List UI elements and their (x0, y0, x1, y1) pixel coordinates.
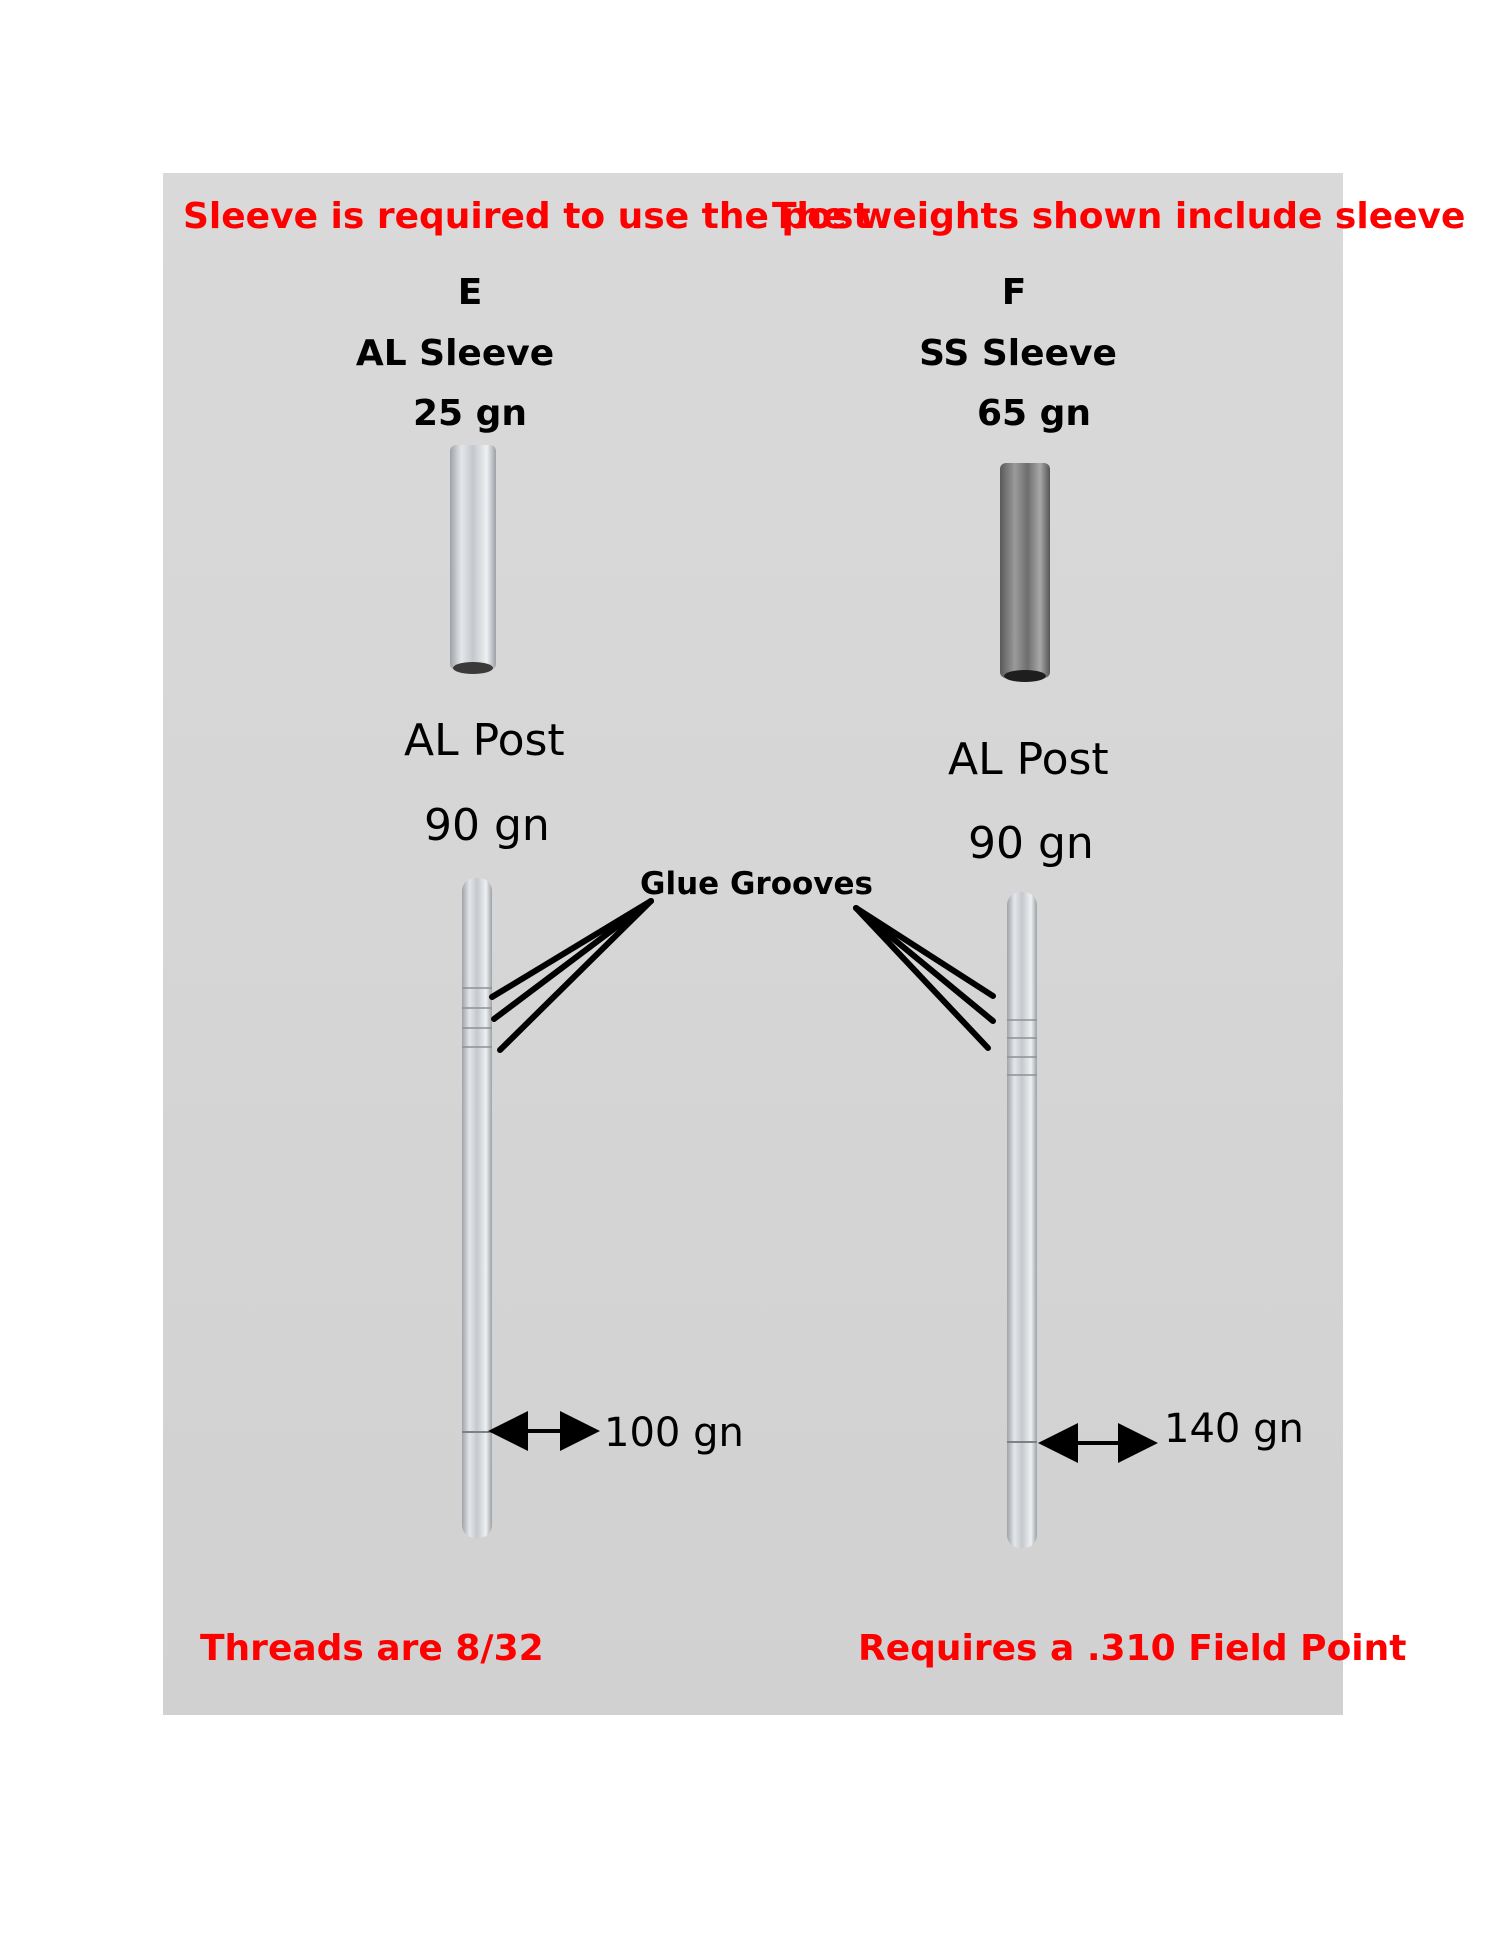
al-post-right-image (1007, 892, 1037, 1548)
note-weights-include-sleeve: The weights shown include sleeve (772, 196, 1466, 237)
ss-sleeve-weight: 65 gn (976, 393, 1092, 434)
al-post-left-image (462, 878, 492, 1538)
note-sleeve-required: Sleeve is required to use the post (183, 196, 871, 237)
option-letter-f: F (1001, 272, 1027, 313)
al-sleeve-image (450, 445, 496, 674)
right-total-weight: 140 gn (1164, 1406, 1304, 1452)
left-post-weight: 90 gn (424, 800, 550, 851)
glue-grooves-label: Glue Grooves (640, 866, 873, 902)
note-threads: Threads are 8/32 (200, 1628, 544, 1669)
right-post-weight: 90 gn (968, 818, 1094, 869)
option-letter-e: E (457, 272, 483, 313)
glue-groove-pointers-left (492, 901, 651, 1050)
left-total-weight: 100 gn (604, 1410, 744, 1456)
glue-groove-pointers-right (856, 908, 993, 1048)
ss-sleeve-image (1000, 463, 1050, 682)
note-field-point: Requires a .310 Field Point (858, 1628, 1407, 1669)
ss-sleeve-name: SS Sleeve (919, 333, 1117, 374)
left-post-name: AL Post (404, 715, 565, 766)
al-sleeve-name: AL Sleeve (355, 333, 555, 374)
al-sleeve-weight: 25 gn (412, 393, 528, 434)
right-post-name: AL Post (948, 734, 1109, 785)
